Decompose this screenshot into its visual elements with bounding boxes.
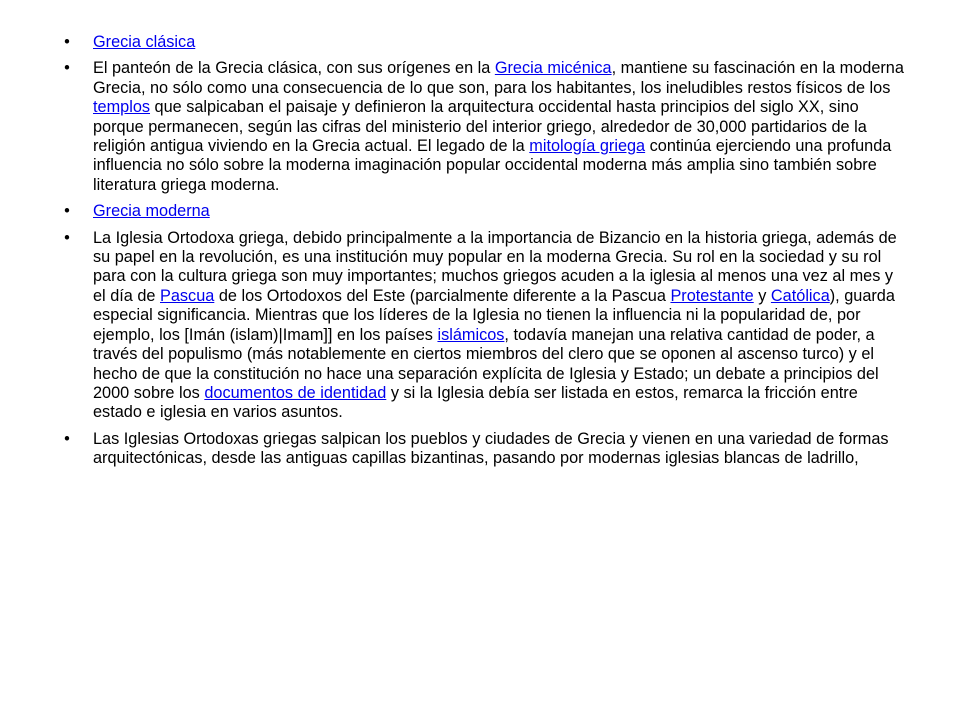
bullet-item-grecia-moderna	[0, 202, 960, 221]
paragraph-text: , todavía manejan una relativa cantidad de poder, a través del populismo (más notablemente en ciertos miembros del clero que se oponen al ascenso turco) y el hecho de que la constitución no hace una separación explícita de Iglesia y Estado; un debate a principios del 2000 sobre los	[93, 325, 879, 402]
paragraph-text: El panteón de la Grecia clásica, con sus orígenes en la	[93, 59, 495, 78]
link-catolica[interactable]: Católica	[770, 286, 830, 305]
link-pascua[interactable]: Pascua	[160, 286, 215, 305]
paragraph-text: continúa ejerciendo una profunda influencia no sólo sobre la moderna imaginación popular occidental moderna más amplia sino también sobre literatura griega moderna.	[93, 137, 892, 194]
bullet-icon: •	[64, 202, 70, 221]
link-protestante[interactable]: Protestante	[670, 286, 754, 305]
bullet-icon: •	[64, 429, 70, 448]
link-grecia-moderna[interactable]: Grecia moderna	[93, 202, 210, 221]
link-grecia-micenica[interactable]: Grecia micénica	[494, 59, 612, 78]
paragraph-text: y	[753, 286, 771, 305]
paragraph-text: Las Iglesias Ortodoxas griegas salpican los pueblos y ciudades de Grecia y vienen en una variedad de formas arquitectónicas, desde las antiguas capillas bizantinas, pasando por modernas iglesias blancas de ladrillo,	[93, 429, 889, 468]
paragraph-text: La Iglesia Ortodoxa griega, debido principalmente a la importancia de Bizancio en la historia griega, además de su papel en la revolución, es una institución muy popular en la moderna Grecia. Su rol en la sociedad y su rol para con la cultura griega son muy importantes; muchos griegos acuden a la iglesia al menos una vez al mes y el día de	[93, 228, 897, 305]
link-templos[interactable]: templos	[93, 98, 151, 117]
paragraph-text: que salpicaban el paisaje y definieron la arquitectura occidental hasta principios del siglo XX, sino porque permanecen, según las cifras del ministerio del interior griego, alrededor de 30,000 partidarios de la religión antigua viviendo en la Grecia actual. El legado de la	[93, 98, 867, 156]
paragraph-text: ), guarda especial significancia. Mientras que los líderes de la Iglesia no tienen la influencia ni la popularidad de, por ejemplo, los [Imán (islam)|Imam]] en los países	[93, 286, 895, 344]
bullet-icon: •	[64, 228, 70, 247]
link-mitologia-griega[interactable]: mitología griega	[529, 137, 646, 156]
bullet-item-iglesia-ortodoxa	[0, 229, 960, 423]
bullet-icon: •	[64, 33, 70, 51]
link-islamicos[interactable]: islámicos	[437, 325, 505, 344]
bullet-list	[0, 33, 960, 476]
bullet-item-grecia-clasica	[0, 33, 960, 52]
paragraph-text: y si la Iglesia debía ser listada en estos, remarca la fricción entre estado e iglesia en varios asuntos.	[93, 383, 858, 422]
link-documentos-de-identidad[interactable]: documentos de identidad	[204, 383, 387, 402]
bullet-item-iglesias-ortodoxas	[0, 430, 960, 469]
paragraph-text: de los Ortodoxos del Este (parcialmente diferente a la Pascua	[214, 286, 671, 305]
bullet-item-panteon	[0, 59, 960, 195]
paragraph-text: , mantiene su fascinación en la moderna Grecia, no sólo como una consecuencia de lo que son, para los habitantes, los ineludibles restos físicos de los	[93, 59, 904, 97]
link-grecia-clasica[interactable]: Grecia clásica	[93, 33, 196, 51]
bullet-icon: •	[64, 59, 70, 78]
